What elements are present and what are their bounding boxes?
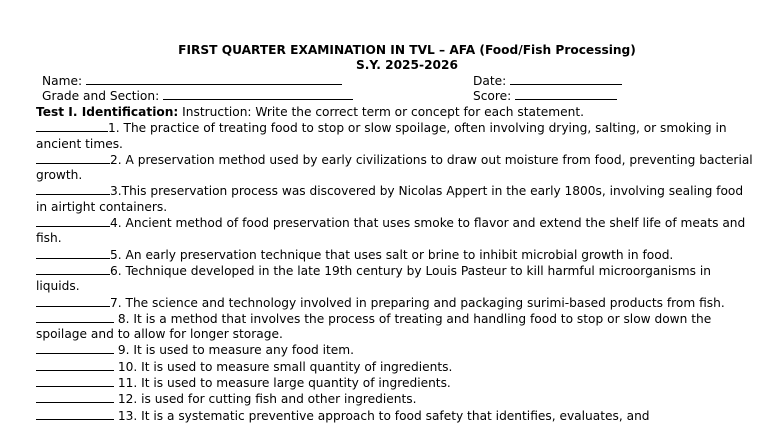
answer-blank[interactable] <box>36 247 110 259</box>
question-text: 7. The science and technology involved in preparing and packaging surimi-based products from fish. <box>110 295 725 310</box>
question-text: 4. Ancient method of food preservation that uses smoke to flavor and extend the shelf life of meats and fish. <box>36 216 746 246</box>
score-field[interactable] <box>473 88 617 104</box>
answer-blank[interactable] <box>36 152 110 164</box>
test-heading: Test I. Identification: <box>36 105 179 119</box>
name-field[interactable] <box>42 73 342 89</box>
question-text: 2. A preservation method used by early civilizations to draw out moisture from food, preventing bacterial growth. <box>36 152 753 183</box>
school-year: S.Y. 2025-2026 <box>356 58 458 72</box>
score-label: Score: <box>473 89 512 103</box>
test-heading-line <box>36 105 756 120</box>
answer-blank[interactable] <box>36 375 114 387</box>
question-text: 6. Technique developed in the late 19th century by Louis Pasteur to kill harmful microorganisms in liquids. <box>36 263 711 294</box>
grade-section-field[interactable] <box>42 88 353 104</box>
question-item <box>36 408 756 424</box>
name-blank-line <box>86 73 342 85</box>
question-item <box>36 295 756 311</box>
question-item <box>36 375 756 391</box>
question-item <box>36 183 756 215</box>
question-item <box>36 120 756 152</box>
question-text: 5. An early preservation technique that uses salt or brine to inhibit microbial growth in food. <box>110 247 674 262</box>
grade-section-blank-line <box>163 88 353 100</box>
answer-blank[interactable] <box>36 120 108 132</box>
question-text: 12. is used for cutting fish and other ingredients. <box>114 392 417 407</box>
date-label: Date: <box>473 74 507 88</box>
answer-blank[interactable] <box>36 408 114 420</box>
answer-blank[interactable] <box>36 359 114 371</box>
question-item <box>36 215 756 247</box>
question-item <box>36 152 756 184</box>
question-item <box>36 311 756 343</box>
test-section <box>36 105 756 424</box>
question-text: 11. It is used to measure large quantity of ingredients. <box>114 376 451 391</box>
question-item <box>36 247 756 263</box>
answer-blank[interactable] <box>36 295 110 307</box>
answer-blank[interactable] <box>36 215 110 227</box>
answer-blank[interactable] <box>36 263 110 275</box>
exam-title: FIRST QUARTER EXAMINATION IN TVL – AFA (Food/Fish Processing) <box>178 43 636 57</box>
date-blank-line <box>510 73 622 85</box>
date-field[interactable] <box>473 73 622 89</box>
question-text: 13. It is a systematic preventive approach to food safety that identifies, evaluates, and <box>114 408 650 423</box>
answer-blank[interactable] <box>36 311 114 323</box>
score-blank-line <box>515 88 617 100</box>
question-text: 8. It is a method that involves the process of treating and handling food to stop or slow down the spoilage and to allow for longer storage. <box>36 311 712 342</box>
question-text: 10. It is used to measure small quantity of ingredients. <box>114 359 453 374</box>
question-item <box>36 263 756 295</box>
question-text: 9. It is used to measure any food item. <box>114 343 355 358</box>
question-item <box>36 391 756 407</box>
question-item <box>36 342 756 358</box>
question-text: 1. The practice of treating food to stop or slow spoilage, often involving drying, salting, or smoking in ancient times. <box>36 121 727 151</box>
test-instruction: Instruction: Write the correct term or concept for each statement. <box>178 105 585 119</box>
answer-blank[interactable] <box>36 342 114 354</box>
question-item <box>36 359 756 375</box>
answer-blank[interactable] <box>36 183 110 195</box>
grade-section-label: Grade and Section: <box>42 89 160 103</box>
name-label: Name: <box>42 74 83 88</box>
answer-blank[interactable] <box>36 391 114 403</box>
question-text: 3.This preservation process was discovered by Nicolas Appert in the early 1800s, involving sealing food in airtight containers. <box>36 184 744 214</box>
